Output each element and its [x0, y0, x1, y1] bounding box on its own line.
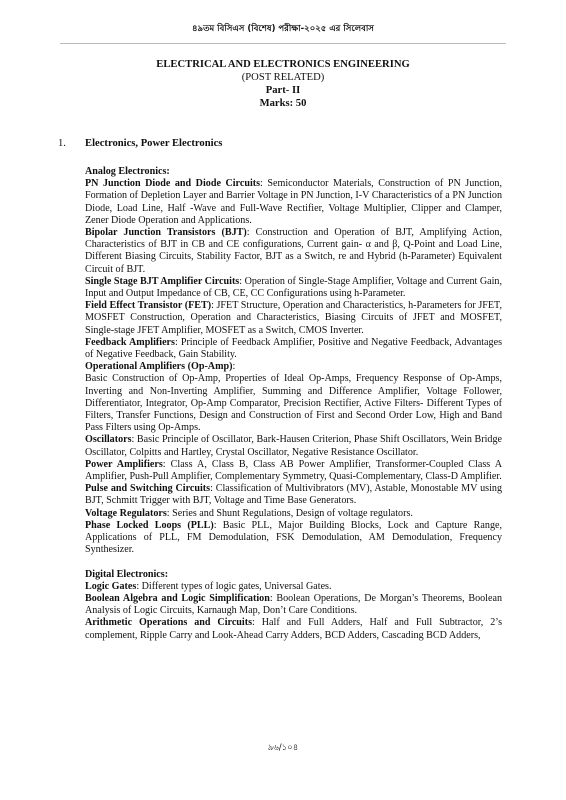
topic-title: Power Amplifiers: [85, 458, 163, 470]
topic-paragraph: [85, 520, 502, 557]
analog-heading: Analog Electronics:: [85, 166, 170, 177]
topic-text: : Basic Principle of Oscillator, Bark-Hausen Criterion, Phase Shift Oscillators, Wein Bridge Oscillator, Colpitts and Hartley, Crystal Oscillator, Negative Resistance Oscillator.: [85, 434, 502, 458]
topic-text: : Construction and Operation of BJT, Amplifying Action, Characteristics of BJT in CB and CE configurations, Current gain- α and β, Q-Point and Load Line, Different Biasing Circuits, Stability Factor, BJT as a Switch, re and Hybrid (h-Parameter) Equivalent Circuit of BJT.: [85, 227, 503, 275]
topic-title: Feedback Amplifiers: [85, 336, 175, 348]
topic-paragraph: [85, 617, 502, 641]
topic-text: : Different types of logic gates, Universal Gates.: [136, 580, 332, 592]
section-gap: [85, 557, 502, 569]
topic-paragraph: [85, 434, 502, 458]
subject-title: ELECTRICAL AND ELECTRONICS ENGINEERING: [156, 59, 410, 70]
topic-title: Single Stage BJT Amplifier Circuits: [85, 275, 240, 287]
topic-paragraph: [85, 361, 502, 373]
topic-paragraph: [85, 508, 502, 520]
topic-paragraph: [85, 593, 502, 617]
topic-title: Logic Gates: [85, 580, 137, 592]
topic-paragraph: [85, 337, 502, 361]
topic-text: Basic Construction of Op-Amp, Properties of Ideal Op-Amps, Frequency Response of Op-Amps, Inverting and Non-Inverting Amplifier, Summing and Difference Amplifier, Voltage Follower, Differentiator, Integrator, Op-Amp Comparator, Precision Rectifier, Active Filters- Different Types of Filters, Transfer Functions, Design and Construction of First and Second Order Low, High and Band Pass Filters using Op-Amps.: [85, 373, 502, 434]
topic-title: Operational Amplifiers (Op-Amp): [85, 361, 233, 373]
topic-text: : Boolean Operations, De Morgan’s Theorems, Boolean Analysis of Logic Circuits, Karnaugh Map, Don’t Care Conditions.: [85, 592, 502, 617]
topic-text: : Series and Shunt Regulations, Design of voltage regulators.: [166, 507, 413, 519]
digital-heading: Digital Electronics:: [85, 568, 169, 580]
part-label: Part- II: [265, 85, 301, 96]
topic-text: : Semiconductor Materials, Construction of PN Junction, Formation of Depletion Layer and Barrier Voltage in PN Junction, I-V Characteristics of a PN Junction Diode, Load Line, Half -Wave and Full-Wave Rectifier, Voltage Multiplier, Clipper and Clamper, Zener Diode Operation and Applications.: [85, 178, 502, 226]
header-divider: [60, 43, 506, 44]
topic-paragraph: [85, 459, 502, 483]
syllabus-content: [85, 166, 502, 642]
topic-text: : Operation of Single-Stage Amplifier, Voltage and Current Gain, Input and Output Impedance of CB, CE, CC Configurations using h-Parameter.: [85, 275, 502, 300]
topic-paragraph: [85, 373, 502, 434]
topic-text: : Basic PLL, Major Building Blocks, Lock and Capture Range, Applications of PLL, FM Demodulation, FSK Demodulation, AM Demodulation, Frequency Synthesizer.: [85, 519, 502, 556]
topic-text: : JFET Structure, Operation and Characteristics, h-Parameters for JFET, MOSFET Construction, Operation and Characteristics, Biasing Circuits of JFET and MOSFET, Single-stage JFET Amplifier, MOSFET as a Switch, CMOS Inverter.: [85, 300, 502, 336]
topic-text: :: [232, 361, 236, 373]
topic-title: Arithmetic Operations and Circuits: [85, 617, 253, 629]
section-number: 1.: [58, 138, 66, 149]
topic-title: Boolean Algebra and Logic Simplification: [85, 592, 270, 604]
topic-title: Bipolar Junction Transistors (BJT): [85, 227, 247, 239]
topic-paragraph: [85, 178, 502, 227]
topic-title: Pulse and Switching Circuits: [85, 483, 211, 495]
topic-title: PN Junction Diode and Diode Circuits: [85, 178, 261, 190]
page-header: ৪৯তম বিসিএস (বিশেষ) পরীক্ষা-২০২৫ এর সিলেবাস: [192, 24, 374, 34]
section-heading: [58, 138, 222, 149]
title-block: [0, 58, 566, 110]
topic-title: Phase Locked Loops (PLL): [85, 519, 214, 531]
topic-text: : Class A, Class B, Class AB Power Amplifier, Transformer-Coupled Class A Amplifier, Push-Pull Amplifier, Complementary Symmetry, Quasi-Complementary, Class-D Amplifier.: [85, 458, 502, 483]
topic-text: : Classification of Multivibrators (MV), Astable, Monostable MV using BJT, Schmitt Trigger with BJT, Voltage and Time Base Generators.: [85, 483, 502, 507]
topic-text: : Principle of Feedback Amplifier, Positive and Negative Feedback, Advantages of Negative Feedback, Gain Stability.: [85, 336, 502, 361]
section-title: Electronics, Power Electronics: [85, 138, 223, 149]
topic-title: Field Effect Transistor (FET): [85, 300, 212, 312]
topic-paragraph: [85, 581, 502, 593]
marks-label: Marks: 50: [259, 98, 307, 109]
post-related-label: (POST RELATED): [241, 72, 325, 83]
topic-text: : Half and Full Adders, Half and Full Subtractor, 2’s complement, Ripple Carry and Look-Ahead Carry Adders, BCD Adders, Cascading BCD Adders,: [85, 617, 502, 641]
topic-title: Oscillators: [85, 434, 132, 446]
topic-paragraph: [85, 276, 502, 300]
topic-paragraph: [85, 300, 502, 337]
topic-title: Voltage Regulators: [85, 507, 167, 519]
topic-paragraph: [85, 227, 502, 276]
topic-paragraph: [85, 483, 502, 507]
page-number: ৯৬/১০৪: [267, 743, 299, 753]
